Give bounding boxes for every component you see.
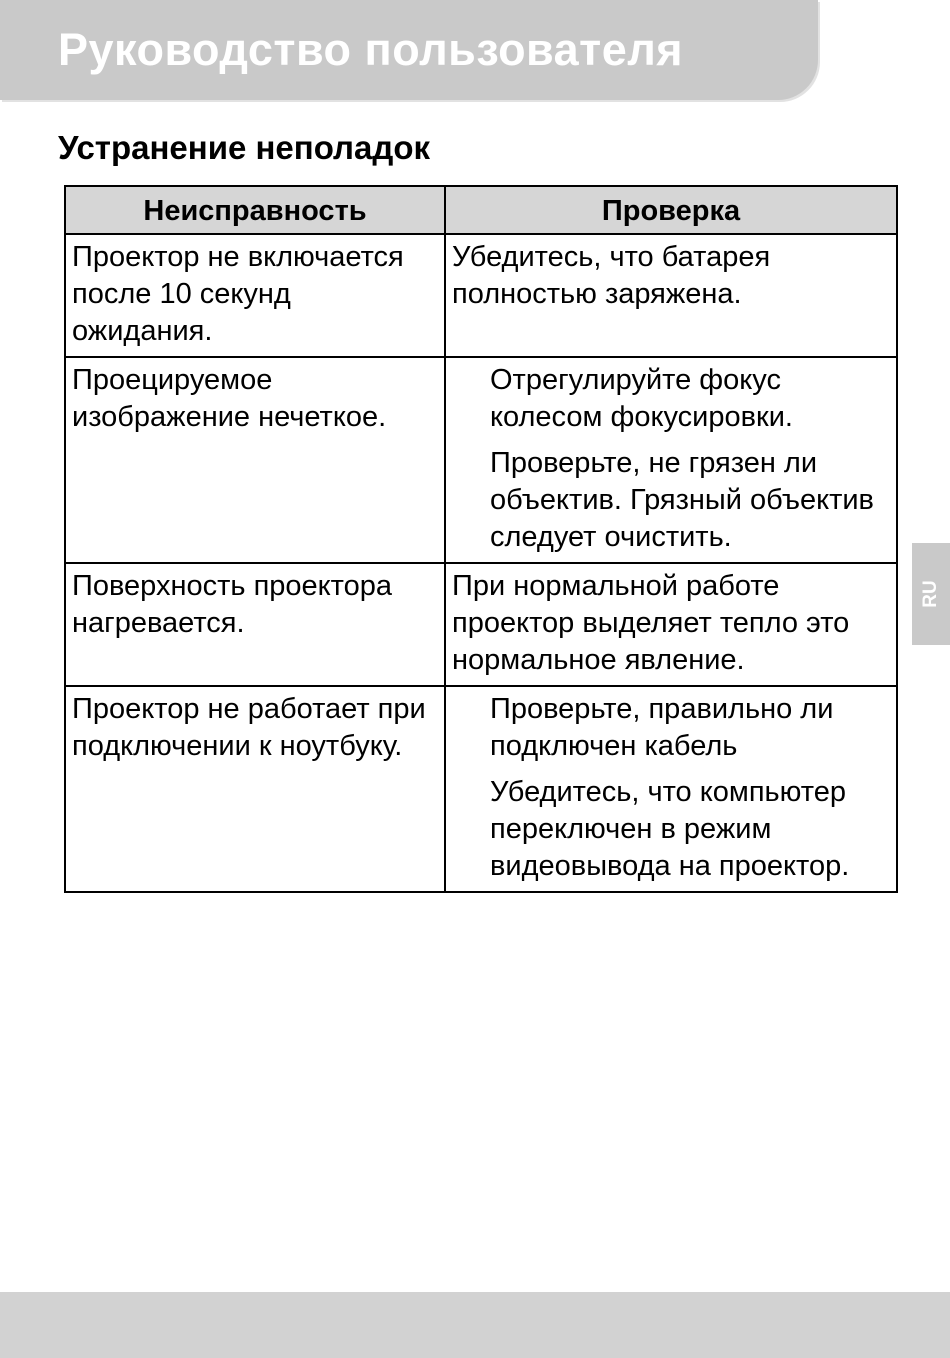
- check-item: Проверьте, правильно ли подключен кабель: [490, 693, 834, 762]
- check-item: Проверьте, не грязен ли объектив. Грязный объектив следует очистить.: [490, 447, 874, 553]
- problem-cell: Проектор не включается после 10 секунд ожидания.: [65, 234, 445, 357]
- language-tab-label: RU: [920, 580, 941, 608]
- column-header-problem: Неисправность: [65, 186, 445, 234]
- column-header-check: Проверка: [445, 186, 897, 234]
- check-cell: [445, 357, 897, 563]
- table-row: [65, 563, 897, 686]
- table-row: [65, 686, 897, 892]
- section-title: Устранение неполадок: [58, 129, 430, 166]
- check-item: При нормальной работе проектор выделяет тепло это нормальное явление.: [452, 570, 850, 676]
- problem-cell: Поверхность проектора нагревается.: [65, 563, 445, 686]
- check-cell: [445, 686, 897, 892]
- problem-cell: Проектор не работает при подключении к ноутбуку.: [65, 686, 445, 892]
- check-item: Убедитесь, что батарея полностью заряжена.: [452, 241, 771, 310]
- table-header-row: [65, 186, 897, 234]
- check-cell: [445, 234, 897, 357]
- check-item: Отрегулируйте фокус колесом фокусировки.: [490, 364, 793, 433]
- check-cell: [445, 563, 897, 686]
- language-tab: [912, 543, 950, 645]
- table-row: [65, 357, 897, 563]
- header-band: [0, 0, 818, 100]
- footer-band: [0, 1292, 950, 1358]
- manual-title: Руководство пользователя: [58, 24, 684, 75]
- troubleshooting-table: [64, 185, 898, 893]
- problem-cell: Проецируемое изображение нечеткое.: [65, 357, 445, 563]
- check-item: Убедитесь, что компьютер переключен в режим видеовывода на проектор.: [490, 776, 850, 882]
- table-row: [65, 234, 897, 357]
